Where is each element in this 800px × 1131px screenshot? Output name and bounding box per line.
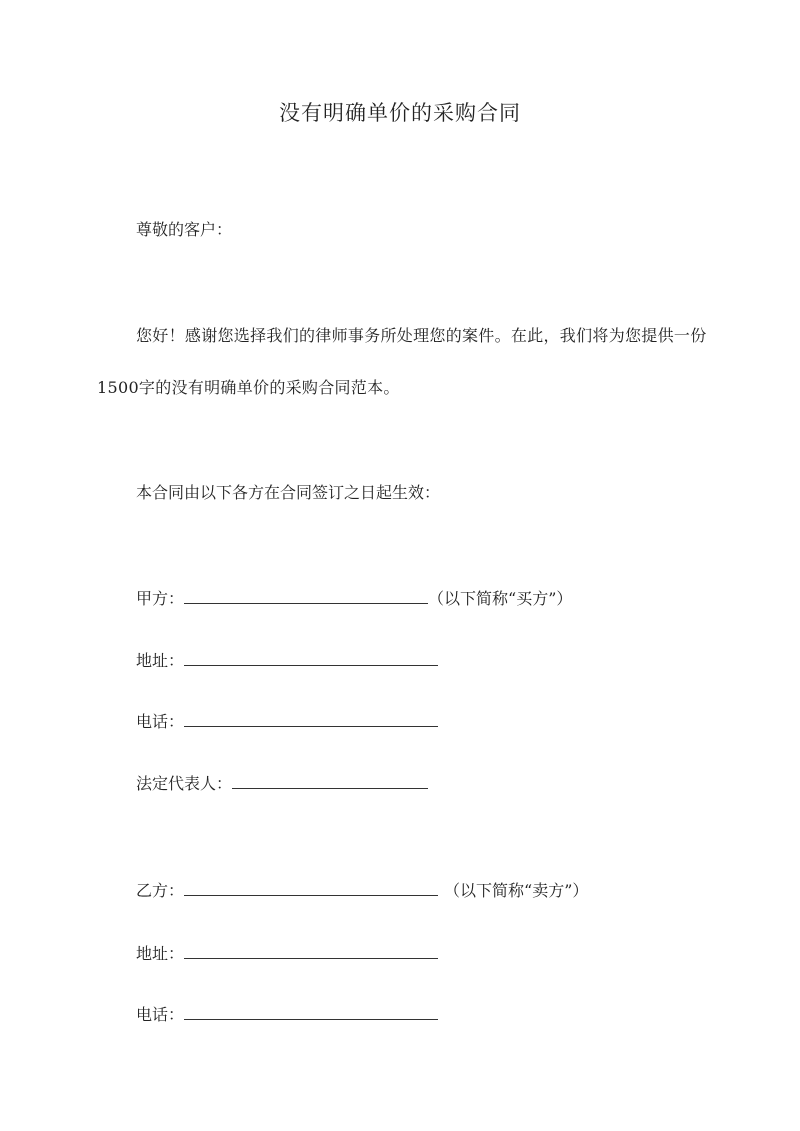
party-a-rep-label: 法定代表人：	[136, 774, 233, 793]
party-a-address-row	[136, 647, 438, 675]
party-b-name-row	[136, 877, 588, 905]
party-a-name-row	[136, 585, 572, 613]
party-a-name-blank[interactable]	[184, 585, 428, 604]
party-b-address-label: 地址：	[136, 944, 185, 963]
party-a-phone-label: 电话：	[136, 712, 185, 731]
party-b-address-row	[136, 940, 438, 968]
document-title: 没有明确单价的采购合同	[279, 101, 521, 125]
party-b-address-blank[interactable]	[184, 940, 438, 959]
party-a-rep-blank[interactable]	[232, 770, 428, 789]
party-b-phone-blank[interactable]	[184, 1001, 438, 1020]
party-b-name-blank[interactable]	[184, 877, 438, 896]
party-a-name-label: 甲方：	[136, 589, 185, 608]
party-a-name-suffix: （以下简称“买方”）	[428, 589, 573, 608]
salutation: 尊敬的客户：	[136, 220, 233, 239]
party-a-address-blank[interactable]	[184, 647, 438, 666]
party-a-rep-row	[136, 770, 428, 798]
party-b-name-label: 乙方：	[136, 881, 185, 900]
party-a-phone-row	[136, 708, 438, 736]
effective-clause: 本合同由以下各方在合同签订之日起生效：	[136, 483, 441, 502]
party-a-address-label: 地址：	[136, 651, 185, 670]
party-b-name-suffix: （以下简称“卖方”）	[444, 881, 589, 900]
party-a-phone-blank[interactable]	[184, 708, 438, 727]
intro-paragraph: 您好！感谢您选择我们的律师事务所处理您的案件。在此，我们将为您提供一份1500字的没有明确单价的采购合同范本。	[97, 326, 707, 397]
party-b-phone-label: 电话：	[136, 1005, 185, 1024]
party-b-phone-row	[136, 1001, 438, 1029]
